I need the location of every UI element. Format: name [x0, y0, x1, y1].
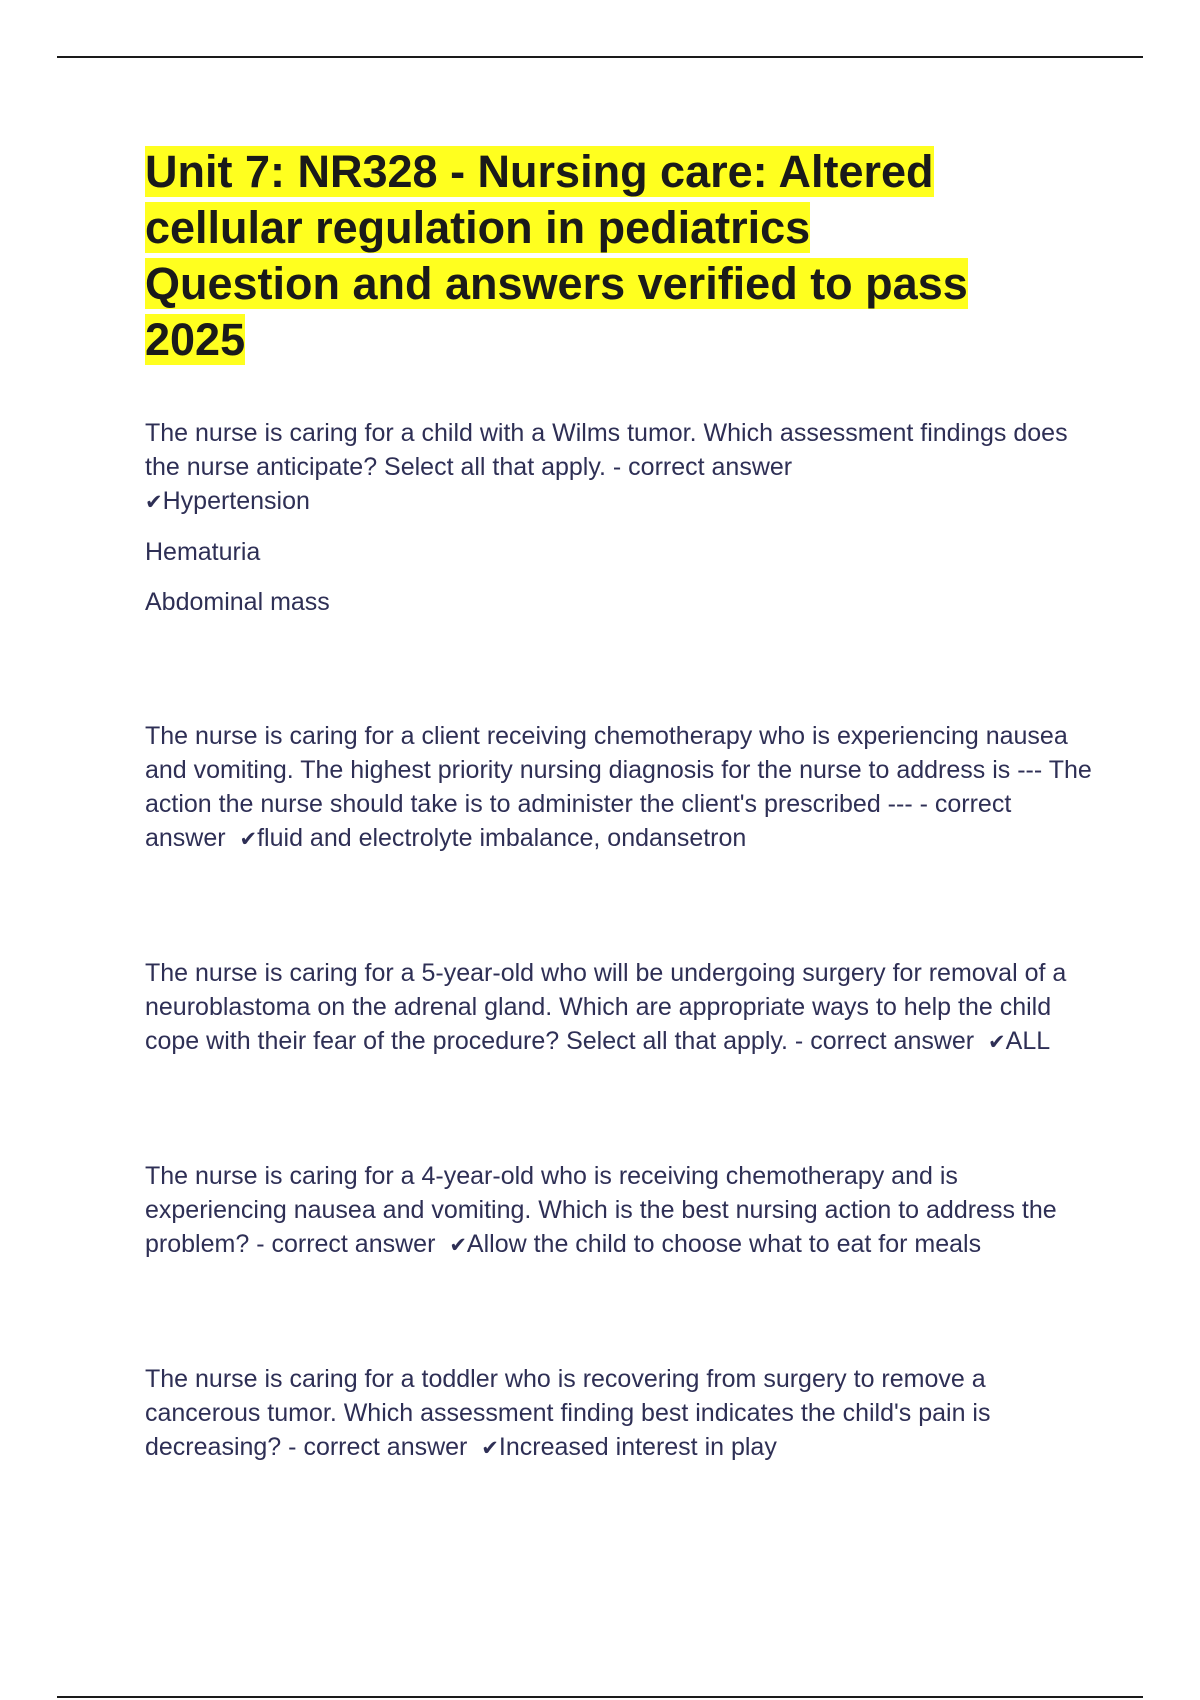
question-text: [145, 719, 1095, 856]
answer-extra: Abdominal mass: [145, 588, 330, 616]
answer-text: Hypertension: [162, 487, 310, 515]
qa-item-4: [145, 1159, 1095, 1262]
answer-text: ALL: [1005, 1027, 1051, 1055]
question-text: [145, 416, 1095, 519]
question-prompt: The nurse is caring for a child with a Wilms tumor. Which assessment findings does the nurse anticipate? Select all that apply.: [145, 419, 1068, 481]
check-mark-icon: ✔: [481, 1436, 499, 1460]
answer-marker: - correct answer: [256, 1230, 436, 1258]
check-mark-icon: ✔: [145, 490, 163, 514]
qa-item-1: [145, 416, 1095, 619]
check-mark-icon: ✔: [239, 827, 258, 851]
check-mark-icon: ✔: [449, 1233, 467, 1257]
answer-marker: - correct answer: [288, 1433, 468, 1461]
question-text: [145, 1362, 1095, 1465]
answer-marker: - correct answer: [794, 1027, 975, 1055]
answer-text: Allow the child to choose what to eat for meals: [466, 1230, 982, 1258]
answer-marker: - correct answer: [612, 453, 793, 481]
question-text: [145, 956, 1095, 1059]
question-prompt: The nurse is caring for a client receiving chemotherapy who is experiencing nausea and vomiting. The highest priority nursing diagnosis for the nurse to address is --- The action the nurse should take is to administer the client's prescribed ---: [145, 722, 1092, 818]
bottom-rule: [57, 1696, 1143, 1698]
qa-item-5: [145, 1362, 1095, 1465]
question-prompt: The nurse is caring for a toddler who is recovering from surgery to remove a cancerous tumor. Which assessment finding best indicates the child's pain is decreasing?: [145, 1365, 991, 1461]
check-mark-icon: ✔: [988, 1030, 1006, 1054]
question-prompt: The nurse is caring for a 5-year-old who will be undergoing surgery for removal of a neuroblastoma on the adrenal gland. Which are appropriate ways to help the child cope with their fear of the procedure? Select all that apply.: [145, 959, 1067, 1055]
qa-item-3: [145, 956, 1095, 1059]
question-text: [145, 1159, 1095, 1262]
title-line-4: 2025: [145, 314, 246, 365]
question-prompt: The nurse is caring for a 4-year-old who is receiving chemotherapy and is experiencing nausea and vomiting. Which is the best nursing action to address the problem?: [145, 1162, 1057, 1258]
top-rule: [57, 56, 1143, 58]
answer-marker: - correct answer: [145, 790, 1012, 852]
title-line-2: cellular regulation in pediatrics: [145, 202, 811, 253]
answer-text: fluid and electrolyte imbalance, ondansetron: [257, 824, 747, 852]
title-line-1: Unit 7: NR328 - Nursing care: Altered: [145, 146, 934, 197]
page-title: [145, 144, 1075, 368]
qa-item-2: [145, 719, 1095, 856]
title-line-3: Question and answers verified to pass: [145, 258, 968, 309]
answer-text: Increased interest in play: [498, 1433, 777, 1461]
qa-list: [145, 416, 1095, 1465]
answer-extra: Hematuria: [145, 538, 261, 566]
